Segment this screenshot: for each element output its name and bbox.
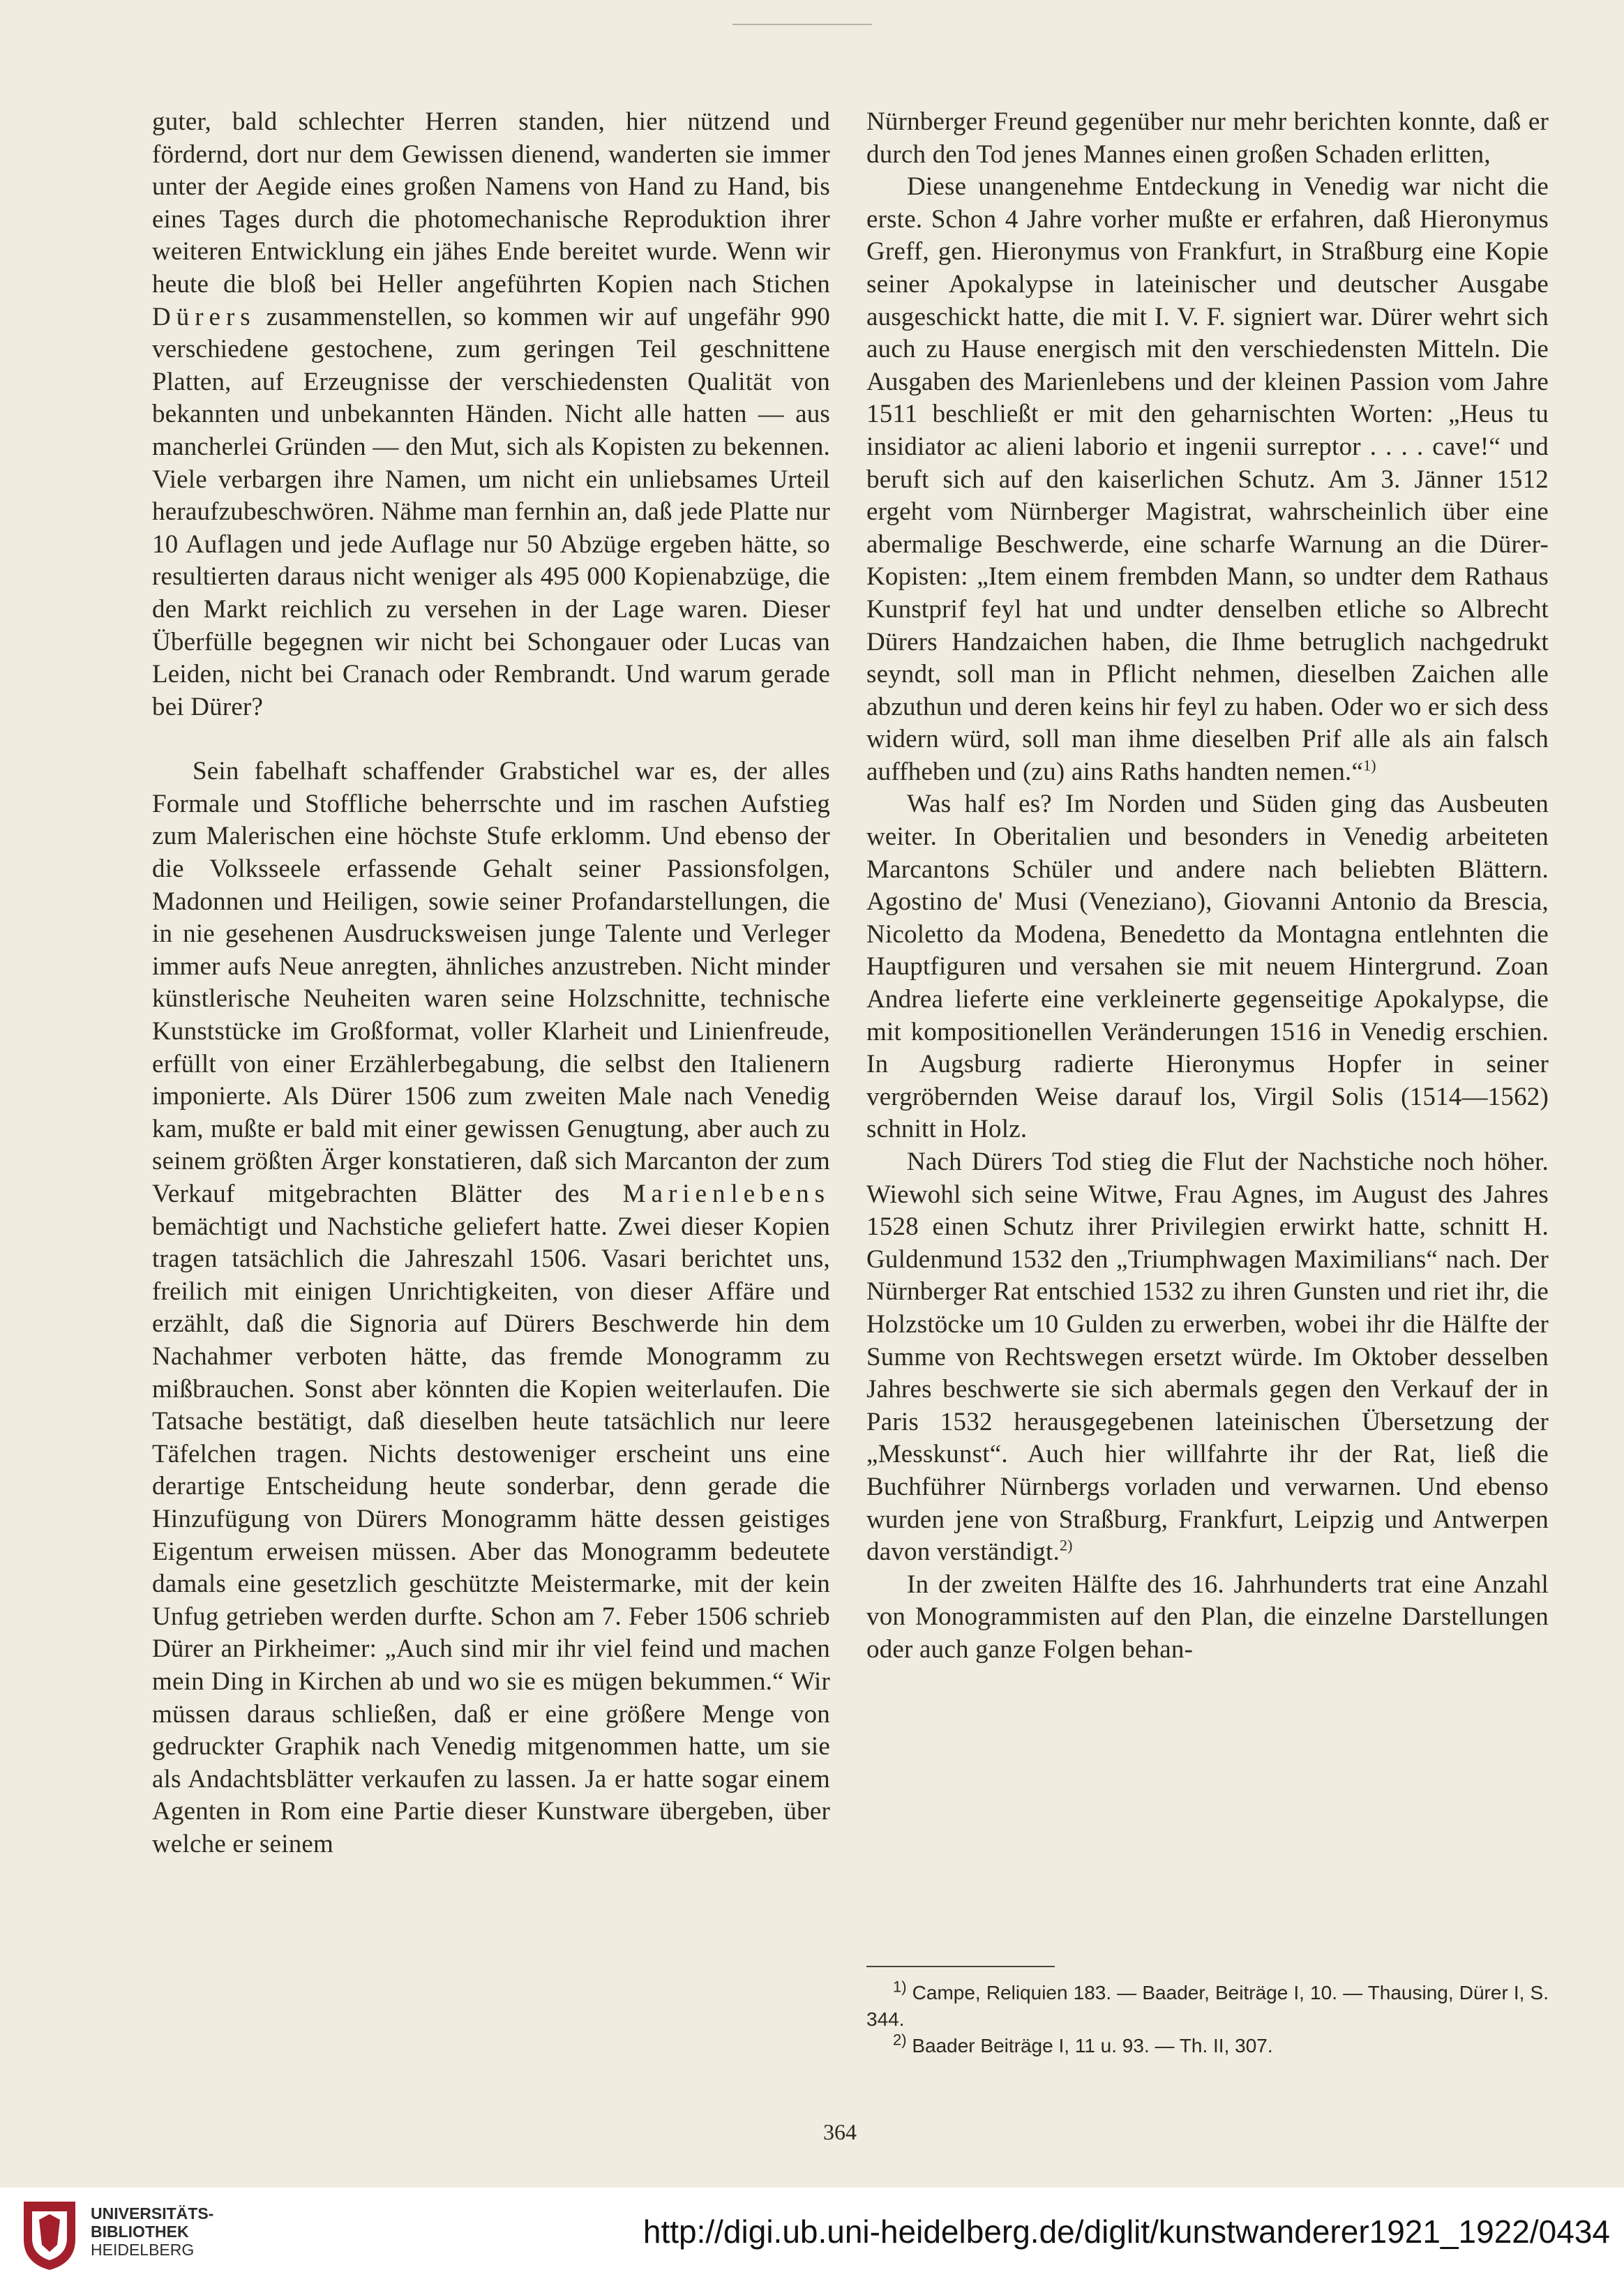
university-seal-icon bbox=[18, 2196, 81, 2273]
spaced-name-duerers: Dürers bbox=[152, 302, 256, 331]
text-run: guter, bald schlechter Herren standen, hier nützend und fördernd, dort nur dem Gewissen dienend, wanderten sie immer unter der Aegide eines großen Namens von Hand zu Hand, bis eines Tages durch die photomechanische Reproduktion ihrer weiteren Entwicklung ein jähes Ende bereitet wurde. Wenn wir heute die bloß bei Heller angeführten Kopien nach Stichen bbox=[152, 107, 830, 299]
library-line-3: HEIDELBERG bbox=[91, 2241, 195, 2259]
text-run: zusammenstellen, so kommen wir auf ungefähr 990 verschiedene gestochene, zum geringen Teil geschnittene Platten, auf Erzeugnisse der verschiedensten Qualität von bekannten und unbekannten Händen. Nicht alle hatten — aus mancherlei Gründen — den Mut, sich als Kopisten zu bekennen. Viele verbargen ihre Namen, um nicht ein unliebsames Urteil heraufzubeschwören. Nähme man fernhin an, daß jede Platte nur 10 Auflagen und jede Auflage nur 50 Abzüge ergeben hätte, so resultierten daraus nicht weniger als 495 000 Kopienabzüge, die den Markt reichlich zu versehen in der Lage waren. Dieser Überfülle begegnen wir nicht bei Schongauer oder Lucas van Leiden, nicht bei Cranach oder Rembrandt. Und warum gerade bei Dürer? bbox=[152, 302, 830, 721]
page-number: 364 bbox=[823, 2119, 857, 2144]
left-paragraph-1 bbox=[152, 106, 830, 723]
text-run: Sein fabelhaft schaffender Grabstichel war es, der alles Formale und Stoffliche beherrschte und im raschen Aufstieg zum Malerischen eine höchste Stufe erklomm. Und ebenso der die Volksseele erfassende Gehalt seiner Passionsfolgen, Madonnen und Heiligen, sowie seiner Profandarstellungen, die in nie gesehenen Ausdrucksweisen junge Talente und Verleger immer aufs Neue anregten, ähnliches anzustreben. Nicht minder künstlerische Neuheiten waren seine Holzschnitte, technische Kunststücke im Großformat, voller Klarheit und Linienfreude, erfüllt von einer Erzählerbegabung, die selbst den Italienern imponierte. Als Dürer 1506 zum zweiten Male nach Venedig kam, mußte er bald mit einer gewissen Genugtung, aber auch zu seinem größten Ärger konstatieren, daß sich Marcanton der zum Verkauf mitgebrachten Blätter des bbox=[152, 757, 830, 1208]
text-run: bemächtigt und Nachstiche geliefert hatte. Zwei dieser Kopien tragen tatsächlich die Jahreszahl 1506. Vasari berichtet uns, freilich mit einigen Unrichtigkeiten, von dieser Affäre und erzählt, daß die Signoria auf Dürers Beschwerde hin dem Nachahmer verboten hätte, das fremde Monogramm zu mißbrauchen. Sonst aber könnten die Kopien weiterlaufen. Die Tatsache bestätigt, daß dieselben heute tatsächlich nur leere Täfelchen tragen. Nichts destoweniger erscheint uns eine derartige Entscheidung heute sonderbar, denn gerade die Hinzufügung von Dürers Monogramm hätte dessen geistiges Eigentum erweisen müssen. Aber das Monogramm bedeutete damals eine gesetzlich geschützte Meistermarke, mit der kein Unfug getrieben werden durfte. Schon am 7. Feber 1506 schrieb Dürer an Pirkheimer: „Auch sind mir ihr viel feind und machen mein Ding in Kirchen ab und wo sie es mügen bekummen.“ Wir müssen daraus schließen, daß er eine größere Menge von gedruckter Graphik nach Venedig mitgenommen hatte, um sie als Andachtsblätter verkaufen zu lassen. Ja er hatte sogar einem Agenten in Rom eine Partie dieser Kunstware übergeben, über welche er seinem bbox=[152, 1212, 830, 1858]
footnote-divider bbox=[866, 1966, 1055, 1967]
text-run: Diese unangenehme Entdeckung in Venedig war nicht die erste. Schon 4 Jahre vorher mußte er erfahren, daß Hieronymus Greff, gen. Hieronymus von Frankfurt, in Straßburg eine Kopie seiner Apokalypse in lateinischer und deutscher Ausgabe ausgeschickt hatte, die mit I. V. F. signiert war. Dürer wehrt sich auch zu Hause energisch mit den verschiedensten Mitteln. Die Ausgaben des Marienlebens und der kleinen Passion vom Jahre 1511 beschließt er mit den geharnischten Worten: „Heus tu insidiator ac alieni laborio et ingenii surreptor . . . . cave!“ und beruft sich auf den kaiserlichen Schutz. Am 3. Jänner 1512 ergeht vom Nürnberger Magistrat, wahrscheinlich über eine abermalige Beschwerde, eine scharfe Warnung an die Dürer-Kopisten: „Item einem frembden Mann, so undter dem Rathaus Kunstprif feyl hat und undter denselben etliche so Albrecht Dürers Handzaichen haben, die Ihme betruglich nachgedrukt seyndt, soll man in Pflicht nehmen, dieselben Zaichen alle abzuthun und deren keins hir feyl zu haben. Oder wo er sich dess widern würd, soll man ihme dieselben Prif alle als ain falsch auffheben und (zu) ains Raths handten nemen.“ bbox=[866, 172, 1549, 786]
footnotes bbox=[866, 1980, 1549, 2059]
right-column bbox=[866, 106, 1549, 1667]
footnote-1 bbox=[866, 1980, 1549, 2033]
left-column bbox=[152, 106, 830, 1860]
footnote-ref-1[interactable]: 1) bbox=[1363, 756, 1376, 774]
footnote-mark: 1) bbox=[893, 1978, 907, 1996]
library-line-2: BIBLIOTHEK bbox=[91, 2223, 189, 2241]
footnote-mark: 2) bbox=[893, 2031, 907, 2049]
footnote-2 bbox=[866, 2033, 1549, 2059]
spaced-name-marienlebens: Marienlebens bbox=[622, 1180, 831, 1208]
right-paragraph-4 bbox=[866, 1146, 1549, 1569]
binding-mark bbox=[732, 0, 872, 25]
right-paragraph-1: Nürnberger Freund gegenüber nur mehr berichten konnte, daß er durch den Tod jenes Mannes einen großen Schaden erlitten, bbox=[866, 107, 1549, 169]
right-paragraph-5: In der zweiten Hälfte des 16. Jahrhunderts trat eine Anzahl von Monogrammisten auf den Plan, die einzelne Darstellungen oder auch ganze Folgen behan- bbox=[866, 1570, 1549, 1664]
footnote-ref-2[interactable]: 2) bbox=[1059, 1536, 1073, 1554]
library-line-1: UNIVERSITÄTS- bbox=[91, 2204, 214, 2223]
right-paragraph-2 bbox=[866, 171, 1549, 788]
right-paragraph-3: Was half es? Im Norden und Süden ging das Ausbeuten weiter. In Oberitalien und besonders in Venedig arbeiteten Marcantons Schüler und andere nach beliebten Blättern. Agostino de' Musi (Veneziano), Giovanni Antonio da Brescia, Nicoletto da Modena, Benedetto da Montagna entlehnten die Hauptfiguren und versahen sie mit neuem Hintergrund. Zoan Andrea lieferte eine verkleinerte gegenseitige Apokalypse, die mit kompositionellen Veränderungen 1516 in Venedig erschien. In Augsburg radierte Hieronymus Hopfer in seiner vergröbernden Weise darauf los, Virgil Solis (1514—1562) schnitt in Holz. bbox=[866, 790, 1549, 1144]
source-url-link[interactable]: http://digi.ub.uni-heidelberg.de/diglit/kunstwanderer1921_1922/0434 bbox=[642, 2213, 1610, 2250]
text-run: Nach Dürers Tod stieg die Flut der Nachstiche noch höher. Wiewohl sich seine Witwe, Frau Agnes, im August des Jahres 1528 einen Schutz ihrer Privilegien erwirkt hatte, schnitt H. Guldenmund 1532 den „Triumphwagen Maximilians“ nach. Der Nürnberger Rat entschied 1532 zu ihren Gunsten und riet ihr, die Holzstöcke um 10 Gulden zu erwerben, wobei ihr die Hälfte der Summe von Rechtswegen ersetzt würde. Im Oktober desselben Jahres beschwerte sie sich abermals gegen den Verkauf der in Paris 1532 herausgegebenen lateinischen Übersetzung der „Messkunst“. Auch hier willfahrte ihr der Rat, ließ die Buchführer Nürnbergs vorladen und verwarnen. Und ebenso wurden jene von Straßburg, Frankfurt, Leipzig und Antwerpen davon verständigt. bbox=[866, 1148, 1549, 1567]
footnote-text: Baader Beiträge I, 11 u. 93. — Th. II, 307. bbox=[912, 2035, 1273, 2056]
library-name bbox=[91, 2204, 213, 2259]
left-paragraph-2 bbox=[152, 755, 830, 1860]
footnote-text: Campe, Reliquien 183. — Baader, Beiträge I, 10. — Thausing, Dürer I, S. 344. bbox=[866, 1982, 1549, 2030]
